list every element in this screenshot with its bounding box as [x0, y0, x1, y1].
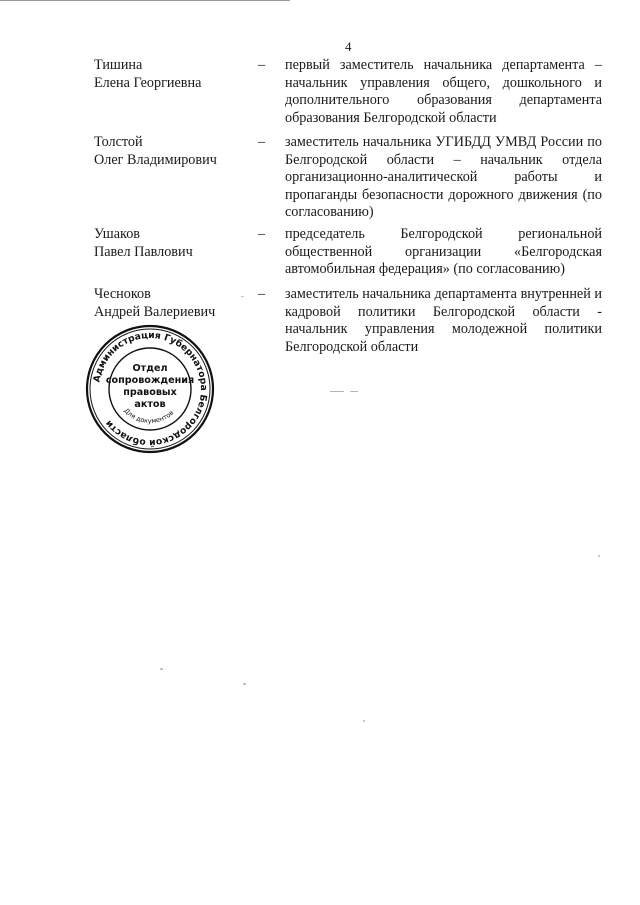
official-stamp — [84, 323, 216, 455]
scan-speck — [330, 391, 344, 392]
scan-speck — [243, 683, 246, 685]
scan-speck — [241, 296, 244, 297]
stamp-outer-text: Администрация Губернатора Белгородской области — [91, 329, 210, 449]
entry-dash: – — [258, 286, 266, 302]
member-name — [94, 226, 254, 261]
member-given-names: Павел Павлович — [94, 243, 193, 260]
member-name — [94, 134, 254, 169]
top-edge-rule — [0, 0, 290, 1]
member-position: заместитель начальника УГИБДД УМВД России по Белгородской области – начальник отдела организационно-аналитической работы и пропаганды безопасности дорожного движения (по согласованию) — [285, 134, 602, 221]
member-name — [94, 286, 254, 321]
member-surname: Чесноков — [94, 286, 151, 302]
scan-speck — [160, 668, 163, 670]
member-surname: Тишина — [94, 57, 143, 73]
scan-speck — [598, 555, 600, 557]
member-position: заместитель начальника департамента внутренней и кадровой политики Белгородской области - начальник управления молодежной политики Белгородской области — [285, 286, 602, 355]
entry-dash: – — [258, 134, 266, 150]
entry-dash: – — [258, 226, 266, 242]
member-surname: Ушаков — [94, 226, 140, 242]
member-surname: Толстой — [94, 134, 143, 150]
member-given-names: Андрей Валериевич — [94, 303, 216, 320]
member-name — [94, 57, 254, 92]
member-given-names: Олег Владимирович — [94, 151, 217, 168]
stamp-center-text: Отдел сопровождения правовых актов — [105, 363, 195, 410]
scan-speck — [350, 391, 358, 392]
member-position: первый заместитель начальника департамента – начальник управления общего, дошкольного и дополнительного образования департамента образования Белгородской области — [285, 57, 602, 126]
stamp-seal — [84, 323, 216, 455]
scan-speck — [363, 720, 365, 722]
member-given-names: Елена Георгиевна — [94, 74, 202, 91]
page-number: 4 — [345, 39, 352, 54]
member-position: председатель Белгородской региональной общественной организации «Белгородская автомобильная федерация» (по согласованию) — [285, 226, 602, 278]
entry-dash: – — [258, 57, 266, 73]
stamp-inner-text: Для документов — [122, 406, 176, 426]
